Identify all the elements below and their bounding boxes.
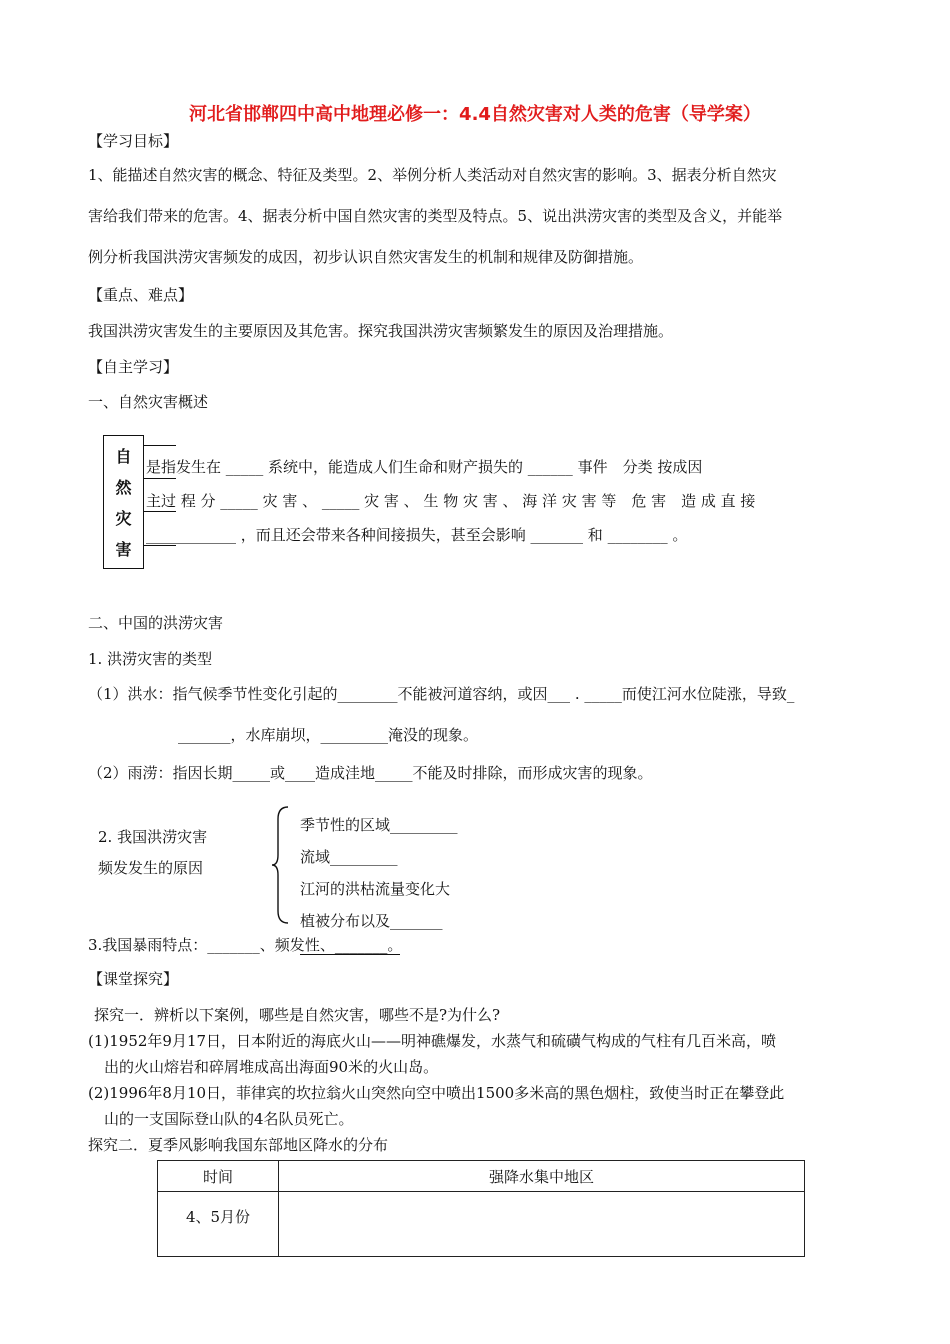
key-points-text: 我国洪涝灾害发生的主要原因及其危害。探究我国洪涝灾害频繁发生的原因及治理措施。 [88, 322, 674, 340]
reason-3: 江河的洪枯流量变化大 [300, 880, 451, 898]
table-cell [279, 1192, 805, 1257]
case2-line-2: 山的一支国际登山队的4名队员死亡。 [104, 1110, 354, 1128]
inquiry2-heading: 探究二．夏季风影响我国东部地区降水的分布 [88, 1136, 389, 1154]
reason-4: 植被分布以及_______ [300, 912, 443, 930]
box-char: 自 [115, 447, 132, 466]
item2-label-1: 2. 我国洪涝灾害 [98, 828, 208, 846]
class-inquiry-heading: 【课堂探究】 [88, 970, 179, 988]
part2-heading: 二、中国的洪涝灾害 [88, 614, 224, 632]
connector-line [144, 545, 176, 546]
self-study-heading: 【自主学习】 [88, 358, 179, 376]
key-points-heading: 【重点、难点】 [88, 286, 194, 304]
underline-rule [300, 954, 400, 955]
goals-heading: 【学习目标】 [88, 132, 179, 150]
natural-disaster-box [103, 435, 144, 569]
item2-label-2: 频发发生的原因 [98, 859, 204, 877]
connector-line [144, 478, 176, 479]
part1-heading: 一、自然灾害概述 [88, 393, 209, 411]
goals-line-1: 1、能描述自然灾害的概念、特征及类型。2、举例分析人类活动对自然灾害的影响。3、据表分析自然灾 [88, 166, 777, 184]
inquiry1-heading: 探究一．辨析以下案例，哪些是自然灾害，哪些不是?为什么? [94, 1006, 501, 1024]
table-cell: 4、5月份 [158, 1192, 279, 1257]
table-row [158, 1192, 805, 1257]
goals-line-2: 害给我们带来的危害。4、据表分析中国自然灾害的类型及特点。5、说出洪涝灾害的类型及含义，并能举 [88, 207, 783, 225]
flood-line-1: （1）洪水：指气候季节性变化引起的________不能被河道容纳，或因___ . _____而使江河水位陡涨，导致_ [88, 685, 795, 703]
reason-1: 季节性的区域_________ [300, 816, 458, 834]
document-title: 河北省邯郸四中高中地理必修一：4.4自然灾害对人类的危害（导学案） [189, 104, 761, 125]
part1-line-1: 是指发生在 _____ 系统中，能造成人们生命和财产损失的 ______ 事件 分类 按成因 [146, 458, 703, 476]
box-char: 害 [115, 540, 132, 559]
table-header-row [158, 1161, 805, 1192]
item1-heading: 1. 洪涝灾害的类型 [88, 650, 213, 668]
left-brace-icon [270, 805, 290, 925]
table-header-cell: 时间 [158, 1161, 279, 1192]
part1-line-3: ____________ ，而且还会带来各种间接损失，甚至会影响 _______ 和 ________ 。 [146, 526, 688, 544]
rainfall-table [157, 1160, 805, 1257]
connector-line [144, 511, 176, 512]
box-char: 然 [115, 478, 132, 497]
item3-line: 3.我国暴雨特点：_______、频发性、_______。 [88, 936, 403, 954]
flood-line-2: _______，水库崩坝，_________淹没的现象。 [178, 726, 479, 744]
part1-line-2: 主过 程 分 _____ 灾 害 、 _____ 灾 害 、 生 物 灾 害 、 海 洋 灾 害 等 危 害 造 成 直 接 [146, 492, 756, 510]
connector-line [144, 445, 176, 446]
goals-line-3: 例分析我国洪涝灾害频发的成因，初步认识自然灾害发生的机制和规律及防御措施。 [88, 248, 644, 266]
case1-line-2: 出的火山熔岩和碎屑堆成高出海面90米的火山岛。 [104, 1058, 439, 1076]
reason-2: 流域_________ [300, 848, 398, 866]
box-char: 灾 [115, 509, 132, 528]
waterlog-line: （2）雨涝：指因长期_____或____造成洼地_____不能及时排除，而形成灾害的现象。 [88, 764, 653, 782]
case2-line-1: (2)1996年8月10日，菲律宾的坎拉翁火山突然向空中喷出1500多米高的黑色烟柱，致使当时正在攀登此 [88, 1084, 785, 1102]
table-header-cell: 强降水集中地区 [279, 1161, 805, 1192]
case1-line-1: (1)1952年9月17日，日本附近的海底火山——明神礁爆发，水蒸气和硫磺气构成的气柱有几百米高，喷 [88, 1032, 777, 1050]
